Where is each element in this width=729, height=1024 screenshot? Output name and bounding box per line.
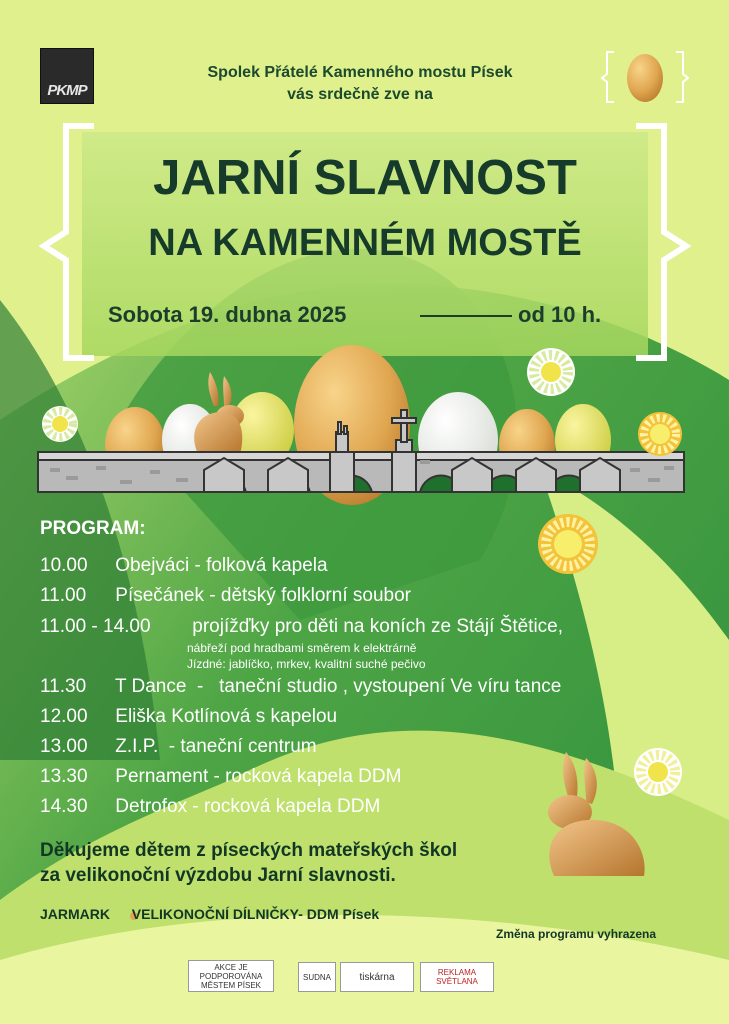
program-text: Obejváci - folková kapela — [115, 555, 328, 576]
program-item — [40, 736, 317, 758]
program-text: T Dance - taneční studio , vystoupení Ve víru tance — [114, 676, 562, 697]
program-item — [40, 706, 337, 728]
program-item — [40, 796, 380, 818]
sponsor-text: tiskárna — [359, 971, 395, 983]
thanks-line1: Děkujeme dětem z píseckých mateřských škol — [40, 840, 458, 861]
organizer-text — [150, 62, 570, 106]
sponsor-sudna — [298, 962, 336, 992]
sunflower-mid — [538, 514, 598, 574]
sponsor-reklama-svetlana — [420, 962, 494, 992]
daisy-left — [42, 406, 78, 442]
program-text: Písečánek - dětský folklorní soubor — [115, 585, 411, 606]
sunflower-right — [638, 412, 682, 456]
program-time: 13.30 — [40, 766, 88, 787]
logo-text: PKMP — [47, 82, 87, 99]
program-item — [40, 766, 401, 788]
daisy-top-right — [527, 348, 575, 396]
program-time: 10.00 — [40, 555, 88, 576]
jarmark-line — [40, 906, 379, 922]
title-line2: NA KAMENNÉM MOSTĚ — [148, 222, 582, 264]
program-time: 14.30 — [40, 796, 88, 817]
date-day: Sobota 19. dubna 2025 — [108, 302, 347, 327]
sponsor-mesto-pisek — [188, 960, 274, 992]
sponsor-text: AKCE JE PODPOROVÁNA MĚSTEM PÍSEK — [199, 962, 263, 990]
date-divider — [420, 315, 512, 317]
organizer-line2: vás srdečně zve na — [287, 86, 433, 103]
organizer-line1: Spolek Přátelé Kamenného mostu Písek — [207, 64, 513, 81]
date-time: od 10 h. — [518, 302, 602, 327]
sponsor-tiskarna — [340, 962, 414, 992]
program-item — [40, 555, 328, 577]
ride-note-fare: Jízdné: jablíčko, mrkev, kvalitní suché pečivo — [187, 657, 426, 671]
program-heading: PROGRAM: — [40, 518, 146, 539]
program-item — [40, 616, 563, 638]
thanks-line2: za velikonoční výzdobu Jarní slavnosti. — [40, 865, 396, 886]
thanks-text — [40, 838, 457, 888]
title-line1: JARNÍ SLAVNOST — [153, 151, 577, 205]
daisy-bottom-right — [634, 748, 682, 796]
program-text: Z.I.P. - taneční centrum — [115, 736, 317, 757]
program-time: 11.00 — [40, 585, 87, 606]
jarmark-label: JARMARK — [40, 906, 110, 922]
program-item — [40, 585, 411, 607]
sponsor-text: SUDNA — [302, 972, 331, 982]
program-time: 11.30 — [40, 676, 87, 697]
ride-note-location: nábřeží pod hradbami směrem k elektrárně — [187, 641, 417, 655]
program-time: 12.00 — [40, 706, 88, 727]
program-item — [40, 676, 561, 698]
program-text: Pernament - rocková kapela DDM — [115, 766, 402, 787]
program-text: projížďky pro děti na koních ze Stájí Štětice, — [192, 616, 564, 637]
small-egg — [627, 54, 663, 102]
program-time: 13.00 — [40, 736, 88, 757]
workshops-label: VELIKONOČNÍ DÍLNIČKY- DDM Písek — [131, 906, 380, 922]
program-change-note: Změna programu vyhrazena — [496, 927, 657, 941]
logo-pkmp — [40, 48, 94, 104]
program-time: 11.00 - 14.00 — [40, 616, 151, 637]
program-text: Eliška Kotlínová s kapelou — [115, 706, 338, 727]
program-text: Detrofox - rocková kapela DDM — [115, 796, 381, 817]
sponsor-text: REKLAMA SVĚTLANA — [436, 968, 478, 986]
